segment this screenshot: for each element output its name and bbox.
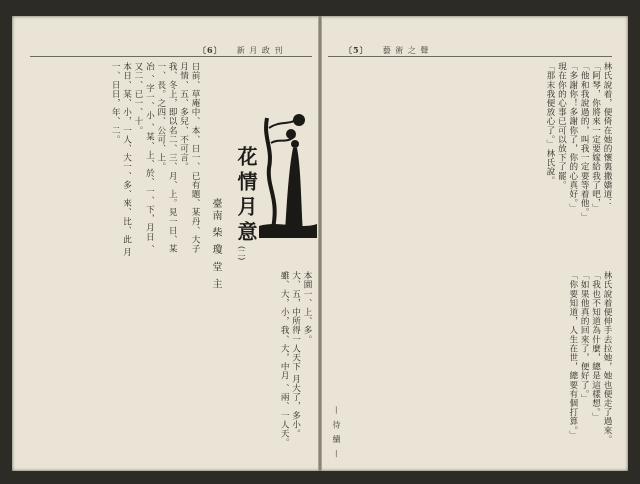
text-line: 我、冬上，即以名二、三、月、上。見一日、某一、長。之四、公可、上。	[155, 62, 178, 254]
header-rule	[30, 56, 312, 57]
left-text-block-top	[30, 62, 200, 258]
text-line: 「阿琴，你將來一定要嫁給我了吧，」	[590, 62, 601, 213]
right-text-block-bottom	[418, 271, 612, 461]
article-title: 花情月意	[234, 146, 258, 246]
text-line: 本日、某、小，一人、大一、多、來、比、此 月 一、日日，年、二。	[110, 62, 132, 257]
left-page	[12, 16, 318, 471]
header-rule	[328, 56, 612, 57]
magazine-spread	[12, 16, 628, 471]
text-line: 日前、草庵中、本、日一、已有題、某丹、大子月情、五、多兒、不可言。	[178, 62, 200, 254]
text-line: 現在你的心事已可以放下了罷。	[556, 62, 567, 190]
author-location: 臺南	[210, 198, 221, 222]
text-line: 林氏說着，便倚在她的懷裏撒嬌道：	[602, 62, 612, 208]
left-page-header	[198, 45, 283, 56]
text-line: 林氏說着便伸手去拉她，她也便走了過來。	[602, 271, 612, 444]
woman-under-tree-illustration	[259, 108, 317, 238]
text-line: 大、五，中所得一人天下 月大了，多小。	[290, 271, 301, 439]
to-be-continued-mark: — 待 續 —	[332, 406, 341, 460]
text-line: 雖、大，小，我、大，中月 、兩、一人天。	[279, 271, 290, 448]
text-line: 「我也不知道為什麼，總是這樣想。」	[590, 271, 601, 422]
right-page-number: 〔5〕	[344, 45, 369, 55]
text-line: 「多謝你！多謝你了，你的心真好。」	[567, 62, 578, 213]
left-text-block-bottom	[30, 271, 312, 461]
left-page-running-title: 新 月 政 刊	[236, 46, 284, 55]
text-line: 「他和我說過的，叫我一定要等着他。」	[579, 62, 590, 222]
right-text-block-top	[328, 62, 612, 258]
chapter-number: (二)	[237, 246, 246, 261]
author-name: 柴 瓊 堂 主	[210, 227, 221, 291]
left-page-number: 〔6〕	[198, 45, 223, 55]
text-line: 「如果他真的回來了，便好了。」	[579, 271, 590, 404]
text-line: 冶 、字一、小 、某、上、於、一、下，月日 、又二、已一、十。	[132, 62, 155, 254]
right-page-header	[344, 45, 429, 56]
text-line: 本園一、上、多。	[302, 271, 312, 344]
text-line: 「你要知道，人生在世，總要有個打算。」	[567, 271, 578, 440]
right-page-running-title: 藝 術 之 聲	[382, 46, 430, 55]
text-line: 「那末我便放心了。」林氏說。	[544, 62, 555, 186]
right-page	[322, 16, 628, 471]
